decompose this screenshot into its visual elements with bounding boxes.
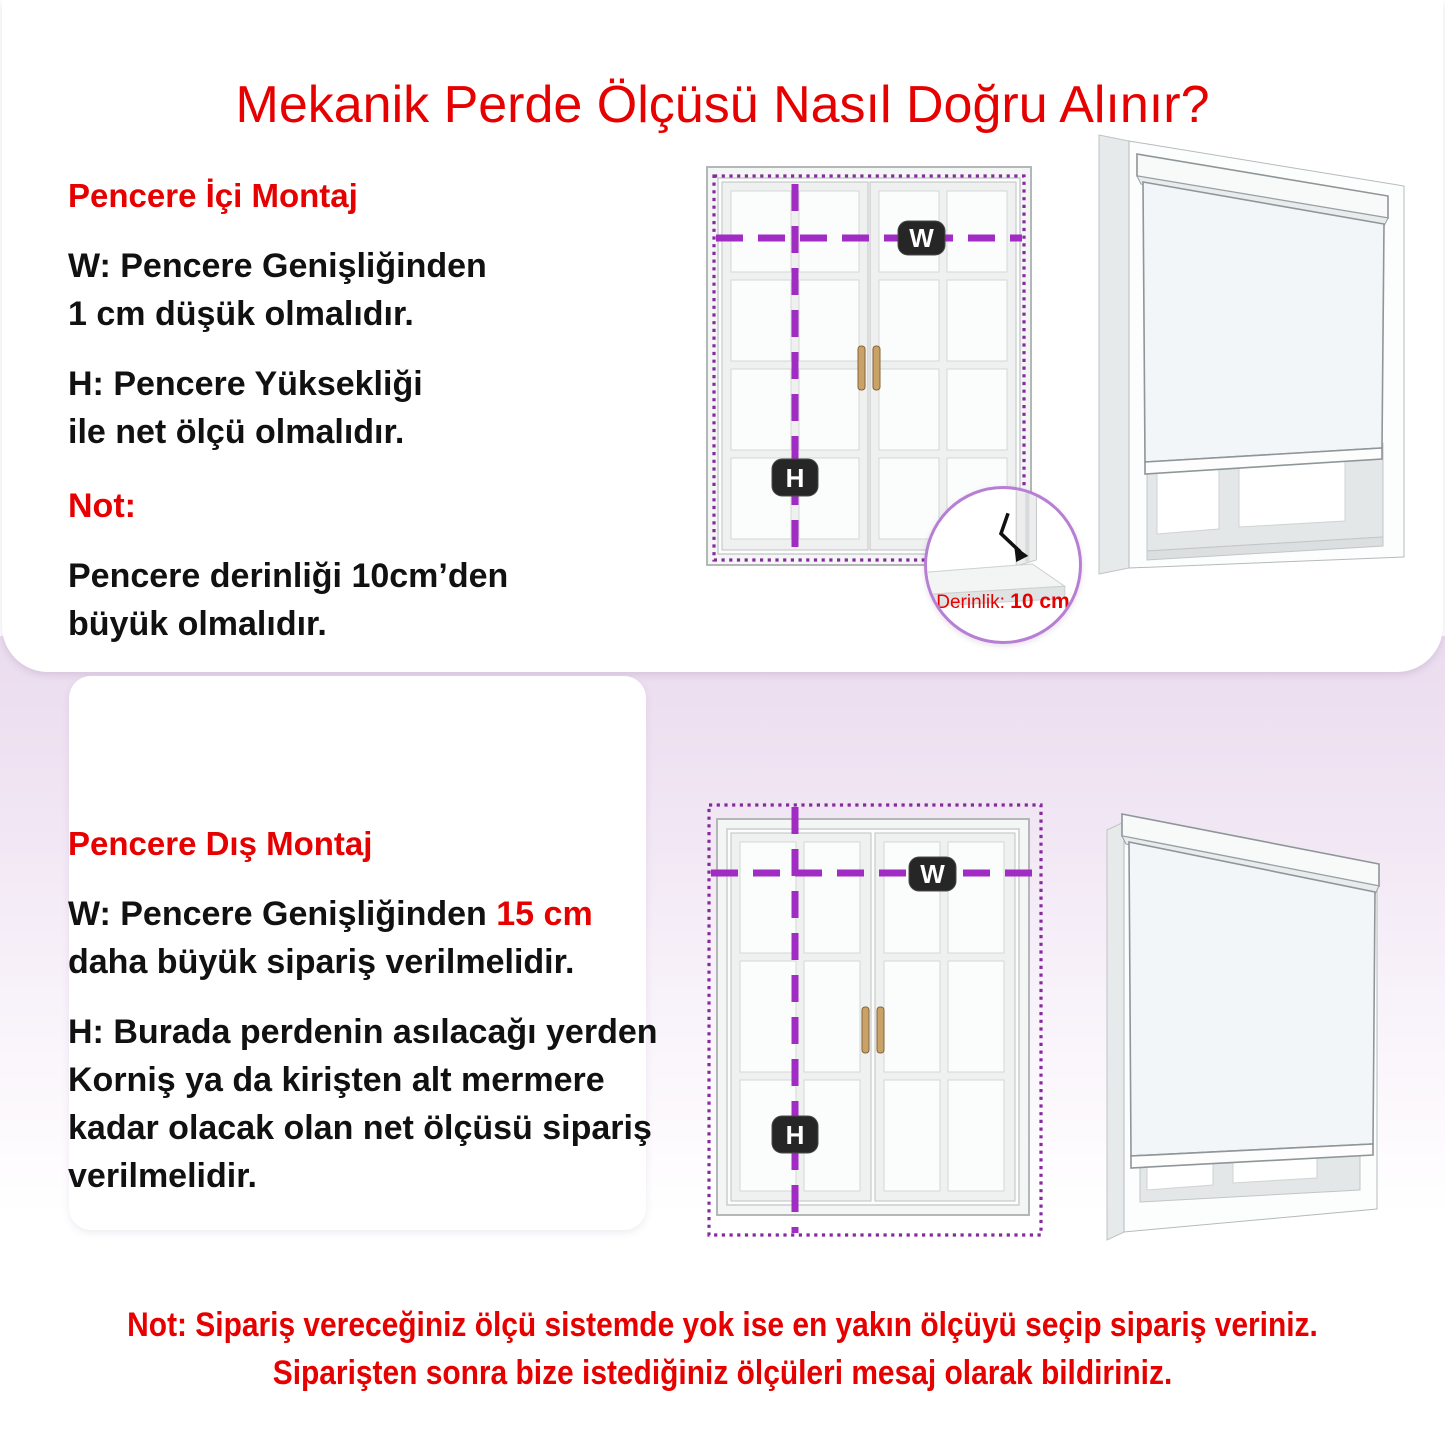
footer-note-line-1: Not: Sipariş vereceğiniz ölçü sistemde yok ise en yakın ölçüyü seçip sipariş veriniz. [127, 1306, 1318, 1344]
blind-fabric [1143, 182, 1384, 462]
window-outside-mount-illustration [695, 797, 1047, 1243]
svg-text:H: H [785, 1120, 805, 1150]
footer-note [87, 1301, 1359, 1397]
height-badge [772, 459, 818, 496]
outside-height-line-2: Korniş ya da kirişten alt mermere [68, 1061, 605, 1099]
inside-width-line-2: 1 cm düşük olmalıdır. [68, 295, 414, 333]
depth-caption [927, 590, 1079, 614]
outside-mount-heading: Pencere Dış Montaj [68, 825, 373, 862]
depth-detail-circle [924, 486, 1082, 644]
inside-mount-instructions [68, 176, 628, 670]
inside-mount-heading: Pencere İçi Montaj [68, 177, 358, 214]
depth-value: 10 cm [1010, 590, 1070, 613]
outside-width-text: W: Pencere Genişliğinden [68, 895, 487, 933]
svg-text:H: H [785, 463, 805, 493]
inside-height-line-1: H: Pencere Yüksekliği [68, 365, 423, 403]
blind-fabric [1129, 842, 1375, 1156]
footer-note-line-2: Siparişten sonra bize istediğiniz ölçüleri mesaj olarak bildiriniz. [272, 1354, 1173, 1392]
inside-width-line-1: W: Pencere Genişliğinden [68, 247, 487, 285]
roller-blind-outside-illustration [1095, 800, 1440, 1270]
outside-height-line-3: kadar olacak olan net ölçüsü sipariş [68, 1109, 652, 1147]
outside-mount-instructions [68, 824, 688, 1222]
outside-height-line-4: verilmelidir. [68, 1157, 257, 1195]
roller-blind-inside-illustration [1085, 125, 1433, 585]
width-badge [898, 221, 945, 255]
depth-label: Derinlik: [936, 592, 1005, 613]
svg-text:W: W [909, 223, 934, 253]
height-badge [772, 1116, 818, 1153]
inside-note-label: Not: [68, 487, 136, 525]
outside-width-value: 15 cm [496, 895, 593, 933]
window-sill-corner-drawing [927, 489, 1079, 641]
page-title: Mekanik Perde Ölçüsü Nasıl Doğru Alınır? [235, 75, 1210, 134]
outside-width-line-1 [68, 890, 688, 938]
outside-height-line-1: H: Burada perdenin asılacağı yerden [68, 1013, 658, 1051]
svg-text:W: W [920, 859, 945, 889]
inside-note-line-1: Pencere derinliği 10cm’den [68, 557, 509, 595]
outside-width-line-2: daha büyük sipariş verilmelidir. [68, 943, 575, 981]
inside-note-line-2: büyük olmalıdır. [68, 605, 327, 643]
inside-height-line-2: ile net ölçü olmalıdır. [68, 413, 405, 451]
width-badge [909, 857, 956, 891]
